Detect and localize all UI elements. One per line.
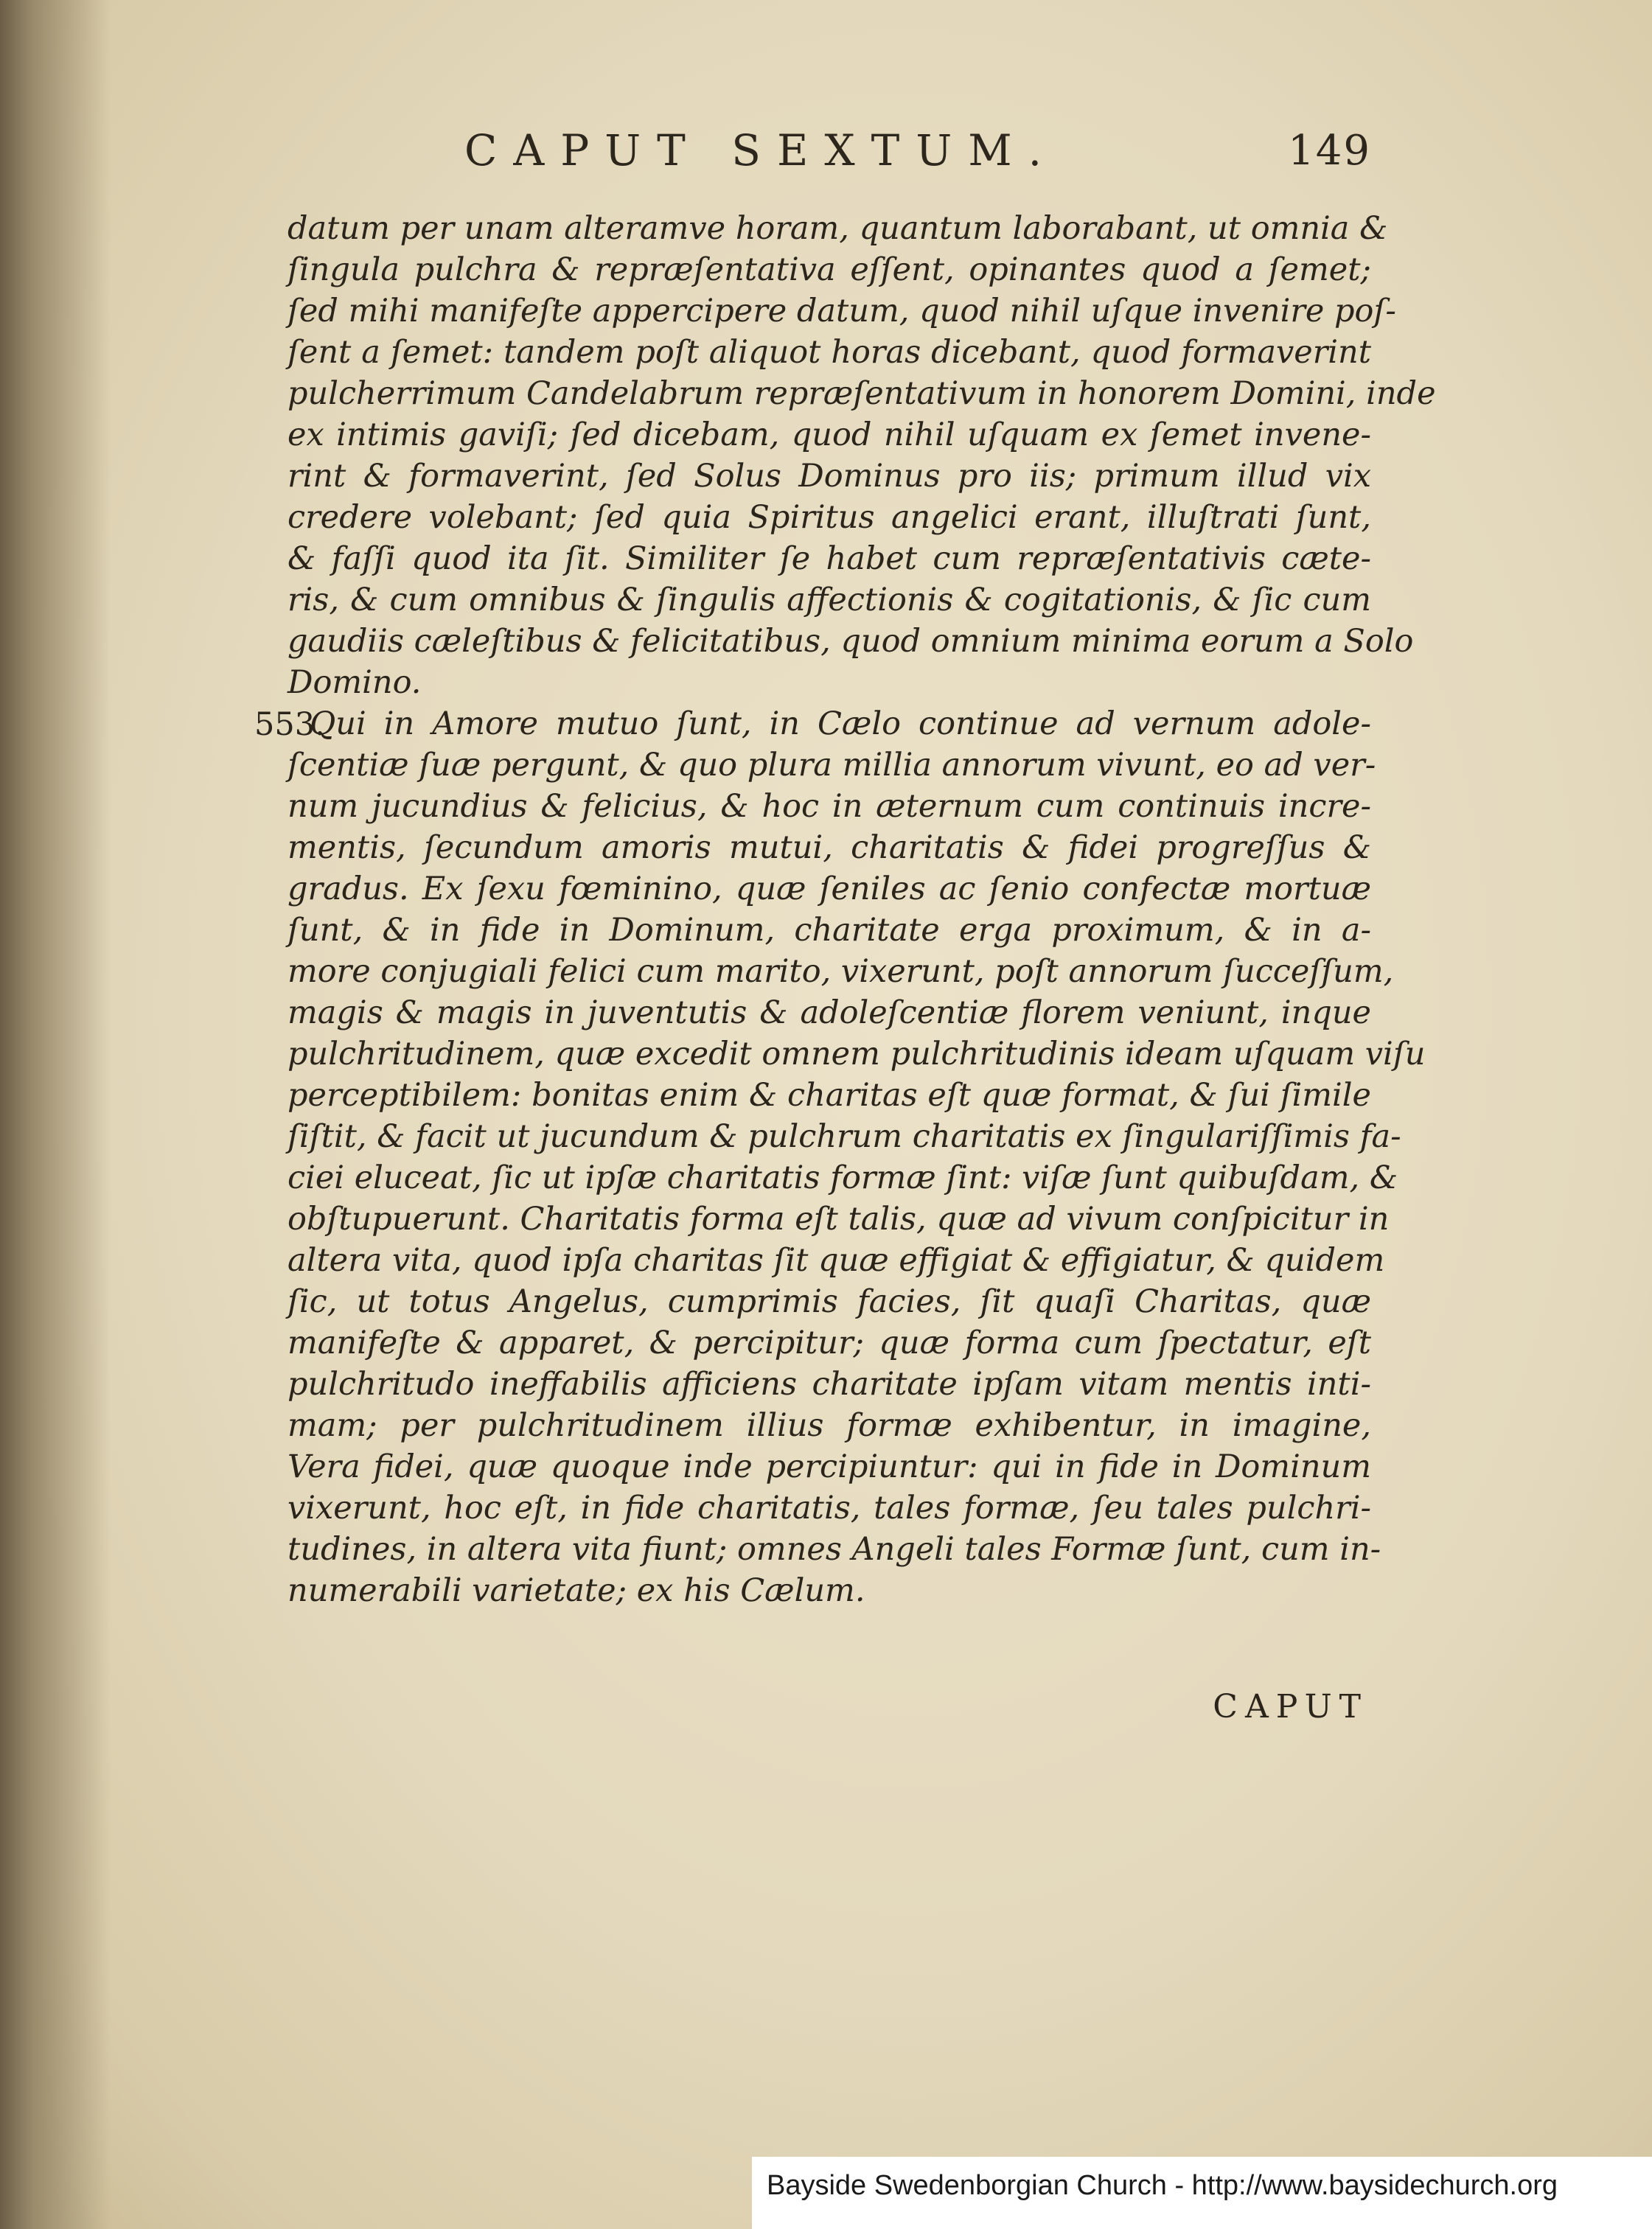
text-line: tudines, in altera vita fiunt; omnes Angeli tales Formæ ſunt, cum in-	[287, 1531, 1381, 1568]
text-line: pulchritudinem, quæ excedit omnem pulchritudinis ideam uſquam viſu	[287, 1036, 1426, 1072]
text-line: gaudiis cæleſtibus & felicitatibus, quod omnium minima eorum a Solo	[287, 623, 1414, 660]
text-line: ex intimis gaviſi; ſed dicebam, quod nihil uſquam ex ſemet invene-	[287, 416, 1371, 453]
paragraph-number: 553.	[254, 706, 325, 743]
text-line: credere volebant; ſed quia Spiritus angelici erant, illuſtrati ſunt,	[287, 499, 1371, 536]
text-line: numerabili varietate; ex his Cælum.	[287, 1572, 865, 1609]
text-line: more conjugiali felici cum marito, vixerunt, poſt annorum ſucceſſum,	[287, 953, 1394, 990]
text-line: manifeſte & apparet, & percipitur; quæ forma cum ſpectatur, eſt	[287, 1325, 1371, 1361]
text-line: ris, & cum omnibus & ſingulis affectionis & cogitationis, & ſic cum	[287, 582, 1371, 618]
text-line: vixerunt, hoc eſt, in fide charitatis, tales formæ, ſeu tales pulchri-	[287, 1490, 1371, 1527]
text-line: gradus. Ex ſexu fœminino, quæ ſeniles ac ſenio confectæ mortuæ	[287, 871, 1371, 907]
text-line: mam; per pulchritudinem illius formæ exhibentur, in imagine,	[287, 1407, 1371, 1444]
page-gutter-shadow	[0, 0, 111, 2229]
watermark-text: Bayside Swedenborgian Church - http://www.baysidechurch.org	[767, 2170, 1558, 2201]
text-line: ſent a ſemet: tandem poſt aliquot horas dicebant, quod formaverint	[287, 334, 1371, 371]
text-line: pulchritudo ineffabilis afficiens charitate ipſam vitam mentis inti-	[287, 1366, 1371, 1403]
text-line: ſiſtit, & facit ut jucundum & pulchrum charitatis ex ſingulariſſimis fa-	[287, 1118, 1401, 1155]
text-line: ſic, ut totus Angelus, cumprimis facies, ſit quaſi Charitas, quæ	[287, 1283, 1371, 1320]
text-line: ſunt, & in fide in Dominum, charitate erga proximum, & in a-	[287, 912, 1371, 949]
catchword: CAPUT	[1213, 1688, 1368, 1726]
text-line: obſtupuerunt. Charitatis forma eſt talis, quæ ad vivum conſpicitur in	[287, 1201, 1390, 1238]
text-line: ſcentiæ ſuæ pergunt, & quo plura millia annorum vivunt, eo ad ver-	[287, 747, 1376, 784]
text-line: datum per unam alteramve horam, quantum laborabant, ut omnia &	[287, 210, 1388, 247]
text-line: pulcherrimum Candelabrum repræſentativum in honorem Domini, inde	[287, 375, 1436, 412]
text-line: perceptibilem: bonitas enim & charitas eſt quæ format, & ſui ſimile	[287, 1077, 1371, 1114]
text-line: ſingula pulchra & repræſentativa eſſent, opinantes quod a ſemet;	[287, 251, 1371, 288]
text-line: magis & magis in juventutis & adoleſcentiæ florem veniunt, inque	[287, 994, 1371, 1031]
text-line: num jucundius & felicius, & hoc in æternum cum continuis incre-	[287, 788, 1371, 825]
text-line: ciei eluceat, ſic ut ipſæ charitatis formæ ſint: viſæ ſunt quibuſdam, &	[287, 1159, 1398, 1196]
text-line: Domino.	[287, 664, 422, 701]
body-text	[287, 208, 1436, 1611]
text-line: mentis, ſecundum amoris mutui, charitatis & fidei progreſſus &	[287, 829, 1371, 866]
text-block-paragraph-553	[287, 703, 1426, 1611]
running-head	[442, 125, 1371, 192]
text-line: Qui in Amore mutuo ſunt, in Cælo continue ad vernum adole-	[310, 705, 1371, 742]
text-line: & faſſi quod ita ſit. Similiter ſe habet cum repræſentativis cæte-	[287, 540, 1371, 577]
text-block-continued	[287, 208, 1436, 703]
text-line: ſed mihi manifeſte appercipere datum, quod nihil uſque invenire poſ-	[287, 293, 1396, 329]
chapter-title: CAPUT SEXTUM.	[464, 125, 1059, 175]
text-line: Vera fidei, quæ quoque inde percipiuntur: qui in fide in Dominum	[287, 1448, 1371, 1485]
page-number: 149	[1288, 127, 1371, 175]
text-line: rint & formaverint, ſed Solus Dominus pro iis; primum illud vix	[287, 458, 1371, 495]
text-line: altera vita, quod ipſa charitas ſit quæ effigiat & effigiatur, & quidem	[287, 1242, 1385, 1279]
